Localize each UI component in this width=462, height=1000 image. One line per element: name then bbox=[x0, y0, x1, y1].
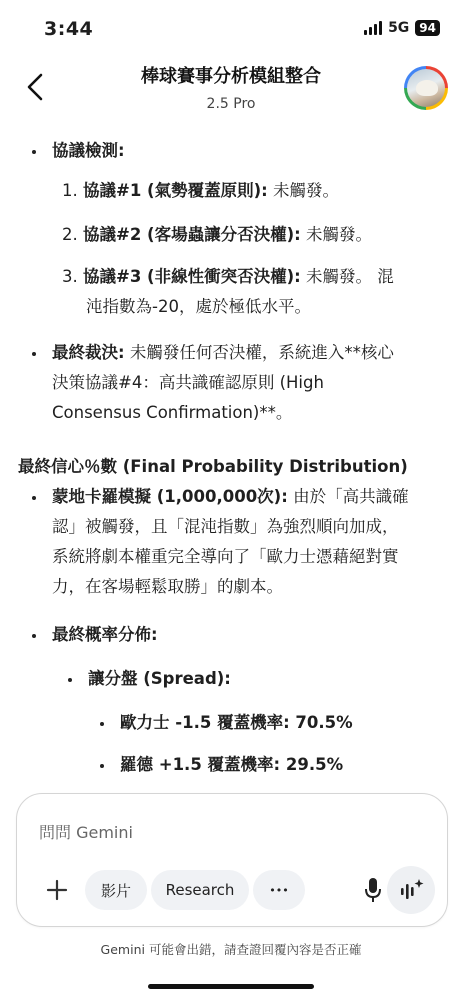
spread-item: 歐力士 -1.5 覆蓋機率: 70.5% bbox=[120, 713, 353, 732]
disclaimer-text: Gemini 可能會出錯，請查證回覆內容是否正確 bbox=[100, 942, 362, 957]
bullet-dot bbox=[32, 634, 36, 638]
prompt-input[interactable]: 問問 Gemini bbox=[39, 823, 133, 842]
spread-heading: 讓分盤 (Spread): bbox=[88, 669, 231, 688]
bullet-dot bbox=[32, 496, 36, 500]
gemini-live-icon bbox=[398, 878, 424, 902]
status-indicators bbox=[364, 20, 440, 36]
section-heading: 最終信心％數 (Final Probability Distribution) bbox=[18, 457, 408, 476]
avatar[interactable] bbox=[404, 66, 448, 110]
composer-toolbar bbox=[29, 864, 435, 916]
bullet-dot bbox=[100, 722, 104, 726]
final-distribution-heading: 最終概率分佈: bbox=[52, 625, 158, 644]
list-item-continuation: 沌指數為-20，處於極低水平。 bbox=[86, 297, 311, 316]
back-button[interactable] bbox=[20, 70, 50, 104]
item-text: 未觸發。 混 bbox=[300, 267, 394, 286]
monte-carlo-line: 認」被觸發，且「混沌指數」為強烈順向加成， bbox=[52, 517, 399, 536]
monte-carlo-line: 系統將劇本權重完全導向了「歐力士憑藉絕對實 bbox=[52, 547, 399, 566]
status-time: 3:44 bbox=[44, 18, 94, 40]
list-item bbox=[62, 262, 394, 292]
spread-item: 羅德 +1.5 覆蓋機率: 29.5% bbox=[120, 755, 344, 774]
avatar-photo bbox=[407, 69, 445, 107]
response-content bbox=[0, 128, 462, 788]
monte-carlo-line: 力，在客場輕鬆取勝」的劇本。 bbox=[52, 577, 283, 596]
page-title: 棒球賽事分析模組整合 bbox=[141, 66, 321, 87]
item-text: 未觸發。 bbox=[300, 225, 372, 244]
verdict-line: 決策協議#4：高共識確認原則 (High bbox=[52, 373, 324, 392]
battery-level: 94 bbox=[415, 20, 440, 36]
microphone-icon bbox=[364, 877, 382, 903]
bullet-dot bbox=[32, 352, 36, 356]
gemini-live-button[interactable] bbox=[387, 866, 435, 914]
list-item bbox=[62, 176, 339, 206]
item-number: 2. bbox=[62, 225, 78, 244]
chat-header bbox=[0, 56, 462, 120]
video-chip[interactable]: 影片 bbox=[85, 870, 147, 910]
bullet-dot bbox=[100, 764, 104, 768]
bullet-dot bbox=[32, 150, 36, 154]
list-item bbox=[62, 220, 372, 250]
verdict-text: 未觸發任何否決權，系統進入**核心 bbox=[124, 343, 394, 362]
add-button[interactable] bbox=[39, 872, 75, 908]
signal-icon bbox=[364, 21, 382, 35]
verdict-line bbox=[52, 338, 394, 368]
item-number: 3. bbox=[62, 267, 78, 286]
item-label: 協議#1 (氣勢覆蓋原則): bbox=[83, 181, 268, 200]
monte-carlo-text: 由於「高共識確 bbox=[287, 487, 409, 506]
network-type: 5G bbox=[388, 20, 410, 36]
item-label: 協議#2 (客場蟲讓分否決權): bbox=[83, 225, 301, 244]
item-text: 未觸發。 bbox=[267, 181, 339, 200]
chevron-left-icon bbox=[26, 73, 44, 101]
verdict-label: 最終裁決: bbox=[52, 343, 125, 362]
protocol-heading: 協議檢測: bbox=[52, 141, 125, 160]
model-name: 2.5 Pro bbox=[206, 96, 256, 112]
home-indicator[interactable] bbox=[148, 984, 314, 989]
item-label: 協議#3 (非線性衝突否決權): bbox=[83, 267, 301, 286]
prompt-composer bbox=[16, 793, 448, 927]
research-chip[interactable]: Research bbox=[151, 870, 249, 910]
monte-carlo-label: 蒙地卡羅模擬 (1,000,000次): bbox=[52, 487, 288, 506]
monte-carlo-line bbox=[52, 482, 409, 512]
header-title-group[interactable] bbox=[80, 62, 382, 112]
plus-icon bbox=[46, 879, 68, 901]
microphone-button[interactable] bbox=[355, 872, 391, 908]
more-chip[interactable]: ••• bbox=[253, 870, 305, 910]
verdict-line: Consensus Confirmation)**。 bbox=[52, 403, 293, 422]
item-number: 1. bbox=[62, 181, 78, 200]
status-bar bbox=[0, 0, 462, 56]
bullet-dot bbox=[68, 678, 72, 682]
